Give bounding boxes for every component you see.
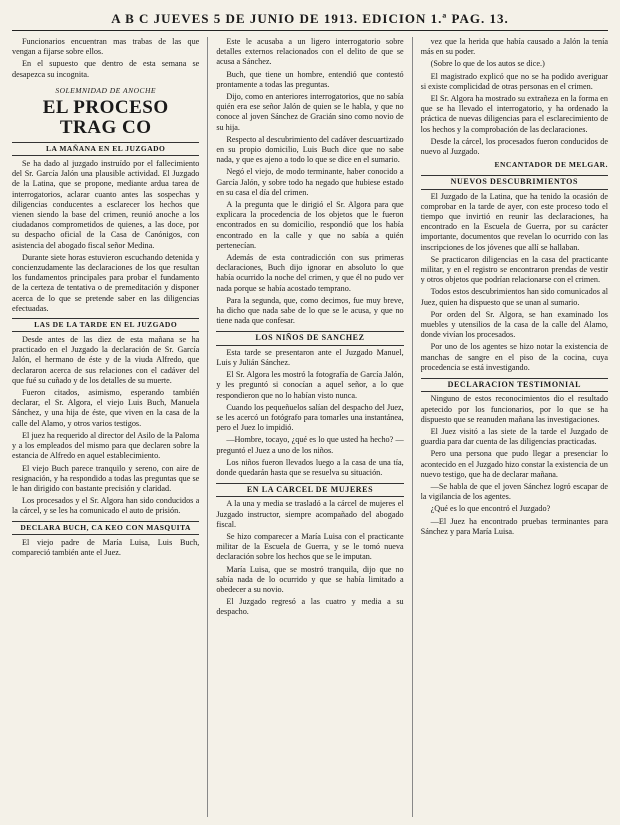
paragraph: Todos estos descubrimientos han sido comunicados al Juez, quien ha dispuesto que se unan al sumario. <box>420 287 608 307</box>
paragraph: El magistrado explicó que no se ha podido averiguar si existe complicidad de otras personas en el crimen. <box>420 71 608 91</box>
paragraph: —El Juez ha encontrado pruebas terminantes para Sánchez y para María Luisa. <box>420 516 608 536</box>
column-1 <box>12 37 199 817</box>
paragraph: Desde antes de las diez de esta mañana se ha practicado en el Juzgado la declaración de Sr. García Jalón, el hermano de éste y de la viuda Alfredo, que declararon acerca de sus relaciones con el cadáver del que fué su cuñado y de los detalles de su muerte. <box>12 335 200 385</box>
signature: ENCANTADOR DE MELGAR. <box>494 160 608 170</box>
paragraph: El viejo padre de María Luisa, Luis Buch, compareció también ante el Juez. <box>12 537 200 557</box>
columns <box>12 37 608 817</box>
paragraph: vez que la herida que había causado a Jalón la tenía más en su poder. <box>420 37 608 57</box>
paragraph: El Juzgado de la Latina, que ha tenido la ocasión de comprobar en la tarde de ayer, con este proceso todo el tiempo que invirtió en reunir las declaraciones, ha encontrado en la Escuela de Guerra, por su carácter importante, documentos que revelan lo ocurrido con las inscripciones de los jóvenes que allí se hallaban. <box>420 191 608 252</box>
paragraph: Los procesados y el Sr. Algora han sido conducidos a la cárcel, y se les ha comunicado el auto de prisión. <box>12 496 200 516</box>
newspaper-page <box>12 8 608 820</box>
paragraph: Los niños fueron llevados luego a la casa de una tía, donde quedarán hasta que se resuelva su situación. <box>216 457 404 477</box>
paragraph: Se practicaron diligencias en la casa del practicante militar, y en el registro se encontraron prendas de vestir y otros objetos que podrían relacionarse con el crimen. <box>420 254 608 285</box>
paragraph: El Sr. Algora les mostró la fotografía de García Jalón, y les preguntó si conocían a aquel señor, a lo que respondieron que no lo habían visto nunca. <box>216 370 404 400</box>
paragraph: Se ha dado al juzgado instruído por el fallecimiento del Sr. García Jalón una plausible actividad. El Juzgado de la Latina, que se propone, mediante ardua tarea de interrogatorios, aclarar cuanto antes las sospechas y diligencias conducentes a esclarecer los hechos que vienen siendo la base del crimen, reunió anoche a los ciudadanos comprometidos de quienes, a las doce, por su despacho oficial de la Casa de Canónigos, con asistencia del abogado fiscal señor Medina. <box>12 159 200 250</box>
paragraph: El Juzgado regresó a las cuatro y media a su despacho. <box>216 597 404 617</box>
article-title: EL PROCESO TRAG CO <box>42 97 169 139</box>
intro-paragraph: En el supuesto que dentro de esta semana se desapezca su incognita. <box>12 59 200 79</box>
paragraph: —Hombre, tocayo, ¿qué es lo que usted ha hecho? —preguntó el Juez a uno de los niños. <box>216 435 404 455</box>
paragraph: Pero una persona que pudo llegar a presenciar lo acontecido en el Juzgado hizo constar la existencia de un nuevo testigo, que ha de declarar mañana. <box>420 449 608 479</box>
paragraph: Ninguno de estos reconocimientos dio el resultado apetecido por los funcionarios, por lo que se ha dispuesto que se reanuden mañana las investigaciones. <box>420 394 608 424</box>
section-title: DECLARACION TESTIMONIAL <box>421 378 608 392</box>
paragraph: (Sobre lo que de los autos se dice.) <box>430 59 545 69</box>
intro-paragraph: Funcionarios encuentran mas trabas de las que vengan a fijarse sobre ellos. <box>12 37 200 57</box>
section-title: EN LA CARCEL DE MUJERES <box>216 483 403 497</box>
paragraph: Este le acusaba a un ligero interrogatorio sobre detalles externos relacionados con el delito de que se acusa a Sánchez. <box>216 37 404 67</box>
paragraph: Cuando los pequeñuelos salían del despacho del Juez, se les acercó un fotógrafo para tomarles una instantánea, pero el Juez lo impidió. <box>216 402 404 433</box>
section-title: NUEVOS DESCUBRIMIENTOS <box>421 175 608 189</box>
paragraph: A la pregunta que le dirigió el Sr. Algora para que explicara la procedencia de los objetos que le fueron encontrados en su domicilio, respondió que los había encontrado en la calle y que no sabía a quién pertenecían. <box>216 200 404 250</box>
paragraph: Durante siete horas estuvieron escuchando detenida y concienzudamente las declaraciones de los que resultan los fundamentos principales para probar el fundamento de la certeza de tentativa o de premeditación y disponer acerca de lo que se pretende saber en las diligencias efectuadas. <box>12 252 200 313</box>
paragraph: El Sr. Algora ha mostrado su extrañeza en la forma en que se ha llevado el interrogatorio, y ha ordenado la práctica de nuevas diligencias para el esclarecimiento de los hechos y la comprobación de las declaraciones. <box>420 94 608 134</box>
paragraph: El Juez visitó a las siete de la tarde el Juzgado de guardia para dar cuenta de las diligencias practicadas. <box>420 426 608 447</box>
column-3 <box>421 37 608 817</box>
paragraph: El viejo Buch parece tranquilo y sereno, con aire de resignación, y ha respondido a todas las preguntas que se le han dirigido con bastante precisión y claridad. <box>12 463 200 493</box>
paragraph: Esta tarde se presentaron ante el Juzgado Manuel, Luis y Julián Sánchez. <box>216 347 404 367</box>
section-subhead: LAS DE LA TARDE EN EL JUZGADO <box>12 318 199 332</box>
column-2 <box>216 37 403 817</box>
paragraph: Desde la cárcel, los procesados fueron conducidos de nuevo al Juzgado. <box>420 136 608 157</box>
paragraph: Buch, que tiene un hombre, entendió que contestó prontamente a todas las preguntas. <box>216 69 404 89</box>
article-kicker: SOLEMNIDAD DE ANOCHE <box>55 85 157 95</box>
paragraph: El juez ha requerido al director del Asilo de la Paloma y a los empleados del mismo para que declaren sobre la estancia de Alfredo en aquel establecimiento. <box>12 430 200 461</box>
paragraph: Se hizo comparecer a María Luisa con el practicante militar de la Escuela de Guerra, y se le tomó nueva declaración sobre los hechos que se le imputan. <box>216 531 404 562</box>
paragraph: A la una y media se trasladó a la cárcel de mujeres el Juzgado instructor, siempre acompañado del abogado fiscal. <box>216 499 404 529</box>
paragraph: Además de esta contradicción con sus primeras declaraciones, Buch dijo ignorar en absoluto lo que había ocurrido la noche del crimen, y que él no pudo ver nada porque se había acostado temprano. <box>216 253 404 293</box>
paragraph: María Luisa, que se mostró tranquila, dijo que no sabía nada de lo ocurrido y que se había limitado a obedecer a su novio. <box>216 564 404 594</box>
paragraph: Por uno de los agentes se hizo notar la existencia de manchas de sangre en el piso de la cocina, cuya procedencia se está investigando. <box>420 342 608 372</box>
paragraph: Para la segunda, que, como decimos, fue muy breve, ha dicho que nada sabe de lo que se le acusa, y que no tiene nada que confesar. <box>216 295 404 326</box>
paragraph: Respecto al descubrimiento del cadáver descuartizado en su propio domicilio, Luis Buch dice que no sabe nada, y que es ajeno a todo lo que se dice en el sumario. <box>216 134 404 165</box>
paragraph: Fueron citados, asimismo, esperando también declarar, el Sr. Algora, el viejo Luis Buch, Manuela Sánchez, y una hija de éste, que viven en la casa de la calle del Alamo, y otros varios testigos. <box>12 388 200 428</box>
paragraph: ¿Qué es lo que encontró el Juzgado? <box>430 504 551 514</box>
column-divider <box>207 37 208 817</box>
paragraph: Dijo, como en anteriores interrogatorios, que no sabía quién era ese señor Jalón de quien se le habla, y que no conoce al joven Sánchez de Gracián sino como novio de su hija. <box>216 92 404 132</box>
section-title: LOS NIÑOS DE SANCHEZ <box>216 331 403 345</box>
paragraph: Negó el viejo, de modo terminante, haber conocido a García Jalón, y sobre todo ha negado que hubiese estado en su casa el día del crimen. <box>216 167 404 197</box>
paragraph: —Se habla de que el joven Sánchez logró escapar de la vigilancia de los agentes. <box>420 481 608 502</box>
paragraph: Por orden del Sr. Algora, se han examinado los muebles y utensilios de la casa de la calle del Alamo, donde vivían los procesados. <box>420 309 608 340</box>
article-subtitle: LA MAÑANA EN EL JUZGADO <box>12 142 199 156</box>
masthead: A B C JUEVES 5 DE JUNIO DE 1913. EDICION 1.ª PAG. 13. <box>12 8 608 31</box>
section-subhead: DECLARA BUCH, CA KEO CON MASQUITA <box>12 521 199 535</box>
column-divider <box>412 37 413 817</box>
